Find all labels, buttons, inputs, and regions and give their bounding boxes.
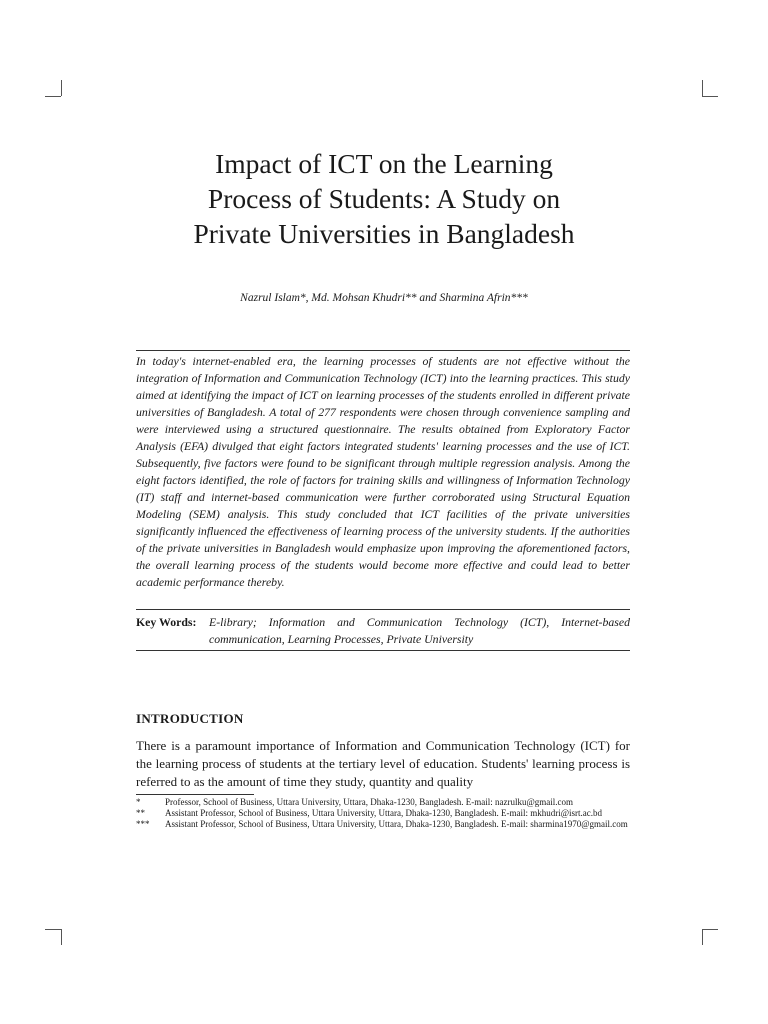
footnotes (136, 797, 630, 830)
footnote (136, 819, 630, 830)
crop-mark-bottom-left-v (61, 929, 62, 945)
keywords-text: E-library; Information and Communication Technology (ICT), Internet-based communication, Learning Processes, Private University (209, 615, 630, 646)
keywords-label: Key Words: (136, 615, 197, 629)
crop-mark-top-right-h (702, 96, 718, 97)
footnote-mark: ** (136, 808, 145, 818)
section-heading-introduction: INTRODUCTION (136, 711, 244, 726)
author-list: Nazrul Islam*, Md. Mohsan Khudri** and Sharmina Afrin*** (240, 292, 528, 304)
title-line: Process of Students: A Study on (207, 183, 561, 214)
footnote-mark: * (136, 797, 141, 807)
footnote-text: Professor, School of Business, Uttara University, Uttara, Dhaka-1230, Bangladesh. E-mail: nazrulku@gmail.com (165, 797, 574, 807)
title-line: Private Universities in Bangladesh (193, 218, 575, 249)
footnote-mark: *** (136, 819, 150, 829)
footnote-text: Assistant Professor, School of Business, Uttara University, Uttara, Dhaka-1230, Bangladesh. E-mail: sharmina1970@gmail.com (165, 819, 628, 829)
keywords-block (136, 609, 630, 651)
crop-mark-top-left-h (45, 96, 61, 97)
introduction-paragraph: There is a paramount importance of Information and Communication Technology (ICT) for the learning process of students at the tertiary level of education. Students' learning process is referred to as the amount of time they study, quantity and quality (136, 738, 630, 789)
footnote-text: Assistant Professor, School of Business, Uttara University, Uttara, Dhaka-1230, Bangladesh. E-mail: mkhudri@isrt.ac.bd (165, 808, 603, 818)
abstract: In today's internet-enabled era, the learning processes of students are not effective without the integration of Information and Communication Technology (ICT) into the learning practices. This study aimed at identifying the impact of ICT on learning processes of the students enrolled in different private universities of Bangladesh. A total of 277 respondents were chosen through convenience sampling and were interviewed using a structured questionnaire. The results obtained from Exploratory Factor Analysis (EFA) divulged that eight factors integrated students' learning processes and the use of ICT. Subsequently, five factors were found to be significant through multiple regression analysis. Among the eight factors identified, the role of factors for training skills and willingness of Information Technology (IT) staff and internet-based communication were further corroborated using Structural Equation Modeling (SEM) analysis. This study concluded that ICT facilities of the private universities significantly influenced the effectiveness of learning process of the university students. If the authorities of the private universities in Bangladesh would emphasize upon improving the aforementioned factors, the overall learning process of the students would become more effective and could lead to better academic performance thereby. (136, 350, 630, 591)
title-line: Impact of ICT on the Learning (215, 148, 553, 179)
footnote (136, 797, 630, 808)
crop-mark-bottom-left-h (45, 929, 61, 930)
footnote-rule (136, 794, 254, 795)
crop-mark-bottom-right-h (702, 929, 718, 930)
crop-mark-top-right-v (702, 80, 703, 96)
crop-mark-bottom-right-v (702, 929, 703, 945)
crop-mark-top-left-v (61, 80, 62, 96)
paper-title (100, 146, 668, 251)
footnote (136, 808, 630, 819)
